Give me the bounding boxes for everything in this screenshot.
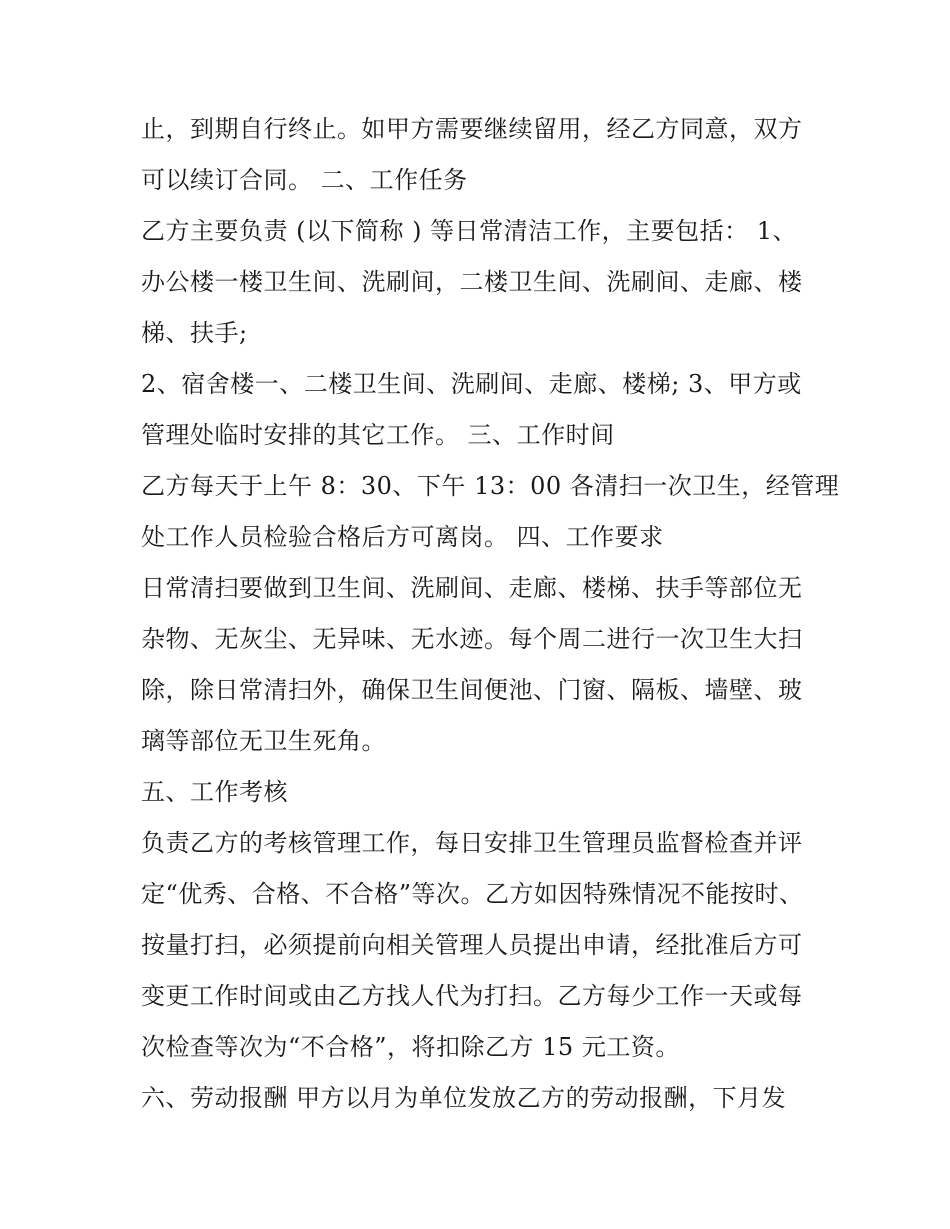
text-line: 六、劳动报酬 甲方以月为单位发放乙方的劳动报酬，下月发 <box>141 1084 787 1112</box>
text-line: 变更工作时间或由乙方找人代为打扫。乙方每少工作一天或每 <box>141 982 803 1010</box>
text-line: 杂物、无灰尘、无异味、无水迹。每个周二进行一次卫生大扫 <box>141 625 803 653</box>
text-line: 乙方主要负责 (以下简称 ) 等日常清洁工作，主要包括： 1、 <box>141 217 798 245</box>
text-line: 次检查等次为“不合格”，将扣除乙方 15 元工资。 <box>141 1033 680 1061</box>
text-line: 日常清扫要做到卫生间、洗刷间、走廊、楼梯、扶手等部位无 <box>141 574 803 602</box>
contract-text <box>141 108 840 1128</box>
text-line: 按量打扫，必须提前向相关管理人员提出申请，经批准后方可 <box>141 931 803 959</box>
text-line: 负责乙方的考核管理工作，每日安排卫生管理员监督检查并评 <box>141 829 803 857</box>
text-line: 乙方每天于上午 8：30、下午 13：00 各清扫一次卫生，经管理 <box>141 472 840 500</box>
text-line: 除，除日常清扫外，确保卫生间便池、门窗、隔板、墙壁、玻 <box>141 676 803 704</box>
section-heading: 五、工作考核 <box>141 778 288 806</box>
text-line: 管理处临时安排的其它工作。 三、工作时间 <box>141 421 615 449</box>
text-line: 处工作人员检验合格后方可离岗。 四、工作要求 <box>141 523 664 551</box>
text-line: 璃等部位无卫生死角。 <box>141 727 386 755</box>
text-line: 定“优秀、合格、不合格”等次。乙方如因特殊情况不能按时、 <box>141 880 804 908</box>
text-line: 2、宿舍楼一、二楼卫生间、洗刷间、走廊、楼梯; 3、甲方或 <box>141 370 802 398</box>
text-line: 可以续订合同。 二、工作任务 <box>141 166 468 194</box>
text-line: 梯、扶手; <box>141 319 248 347</box>
text-line: 办公楼一楼卫生间、洗刷间，二楼卫生间、洗刷间、走廊、楼 <box>141 268 803 296</box>
text-line: 止，到期自行终止。如甲方需要继续留用，经乙方同意，双方 <box>141 115 803 143</box>
